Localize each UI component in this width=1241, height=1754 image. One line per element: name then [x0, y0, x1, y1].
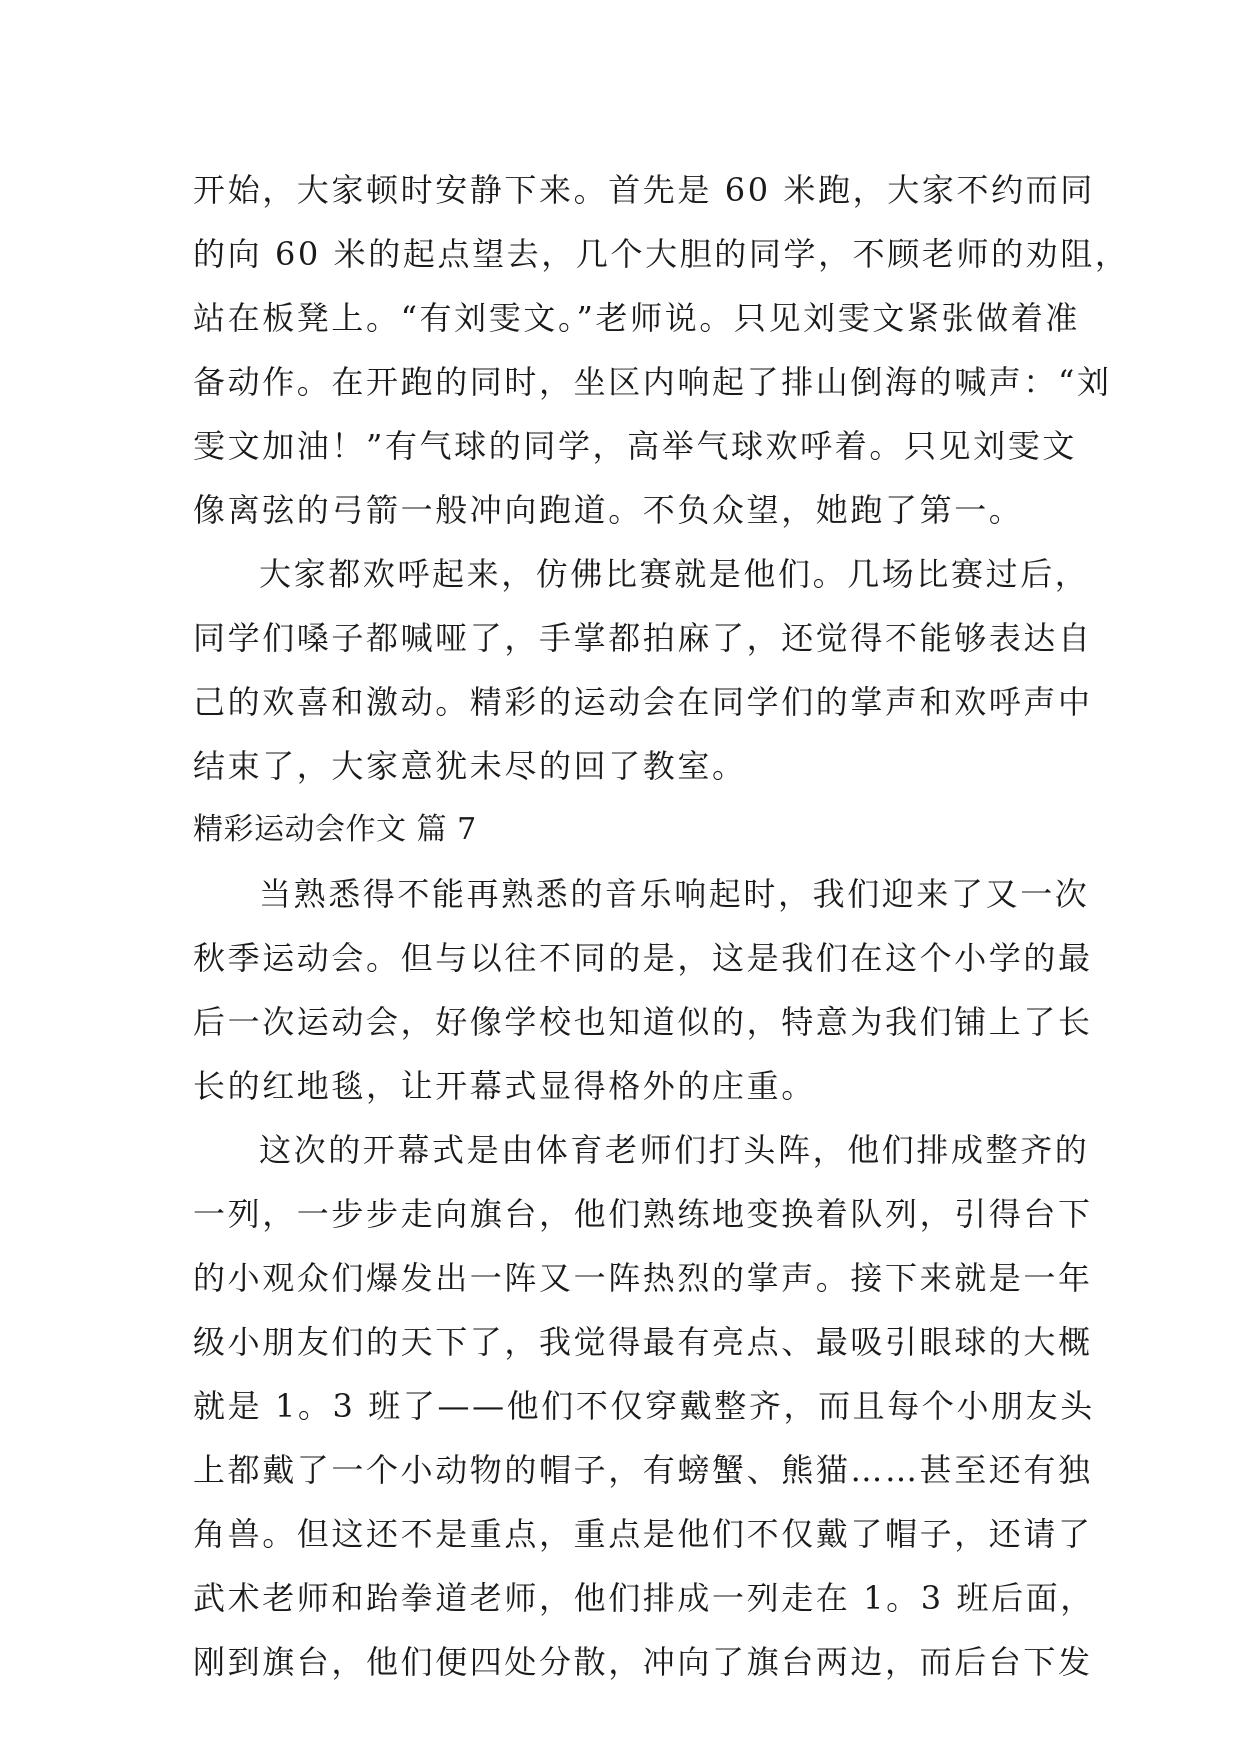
- text-line: 级小朋友们的天下了，我觉得最有亮点、最吸引眼球的大概: [193, 1323, 1093, 1361]
- section-heading: 精彩运动会作文 篇 7: [193, 812, 477, 847]
- document-body: [193, 158, 1130, 1694]
- paragraph-start-line: 这次的开幕式是由体育老师们打头阵，他们排成整齐的: [259, 1131, 1090, 1169]
- text-line: 武术老师和跆拳道老师，他们排成一列走在 1。3 班后面，: [193, 1579, 1095, 1617]
- text-line: 像离弦的弓箭一般冲向跑道。不负众望，她跑了第一。: [193, 491, 1024, 529]
- text-line: 角兽。但这还不是重点，重点是他们不仅戴了帽子，还请了: [193, 1515, 1093, 1553]
- text-line: 备动作。在开跑的同时，坐区内响起了排山倒海的喊声：“刘: [193, 363, 1112, 401]
- text-line: 开始，大家顿时安静下来。首先是 60 米跑，大家不约而同: [193, 171, 1095, 209]
- text-line: 的向 60 米的起点望去，几个大胆的同学，不顾老师的劝阻，: [193, 235, 1130, 273]
- text-line: 的小观众们爆发出一阵又一阵热烈的掌声。接下来就是一年: [193, 1259, 1093, 1297]
- text-line: 秋季运动会。但与以往不同的是，这是我们在这个小学的最: [193, 939, 1093, 977]
- text-line: 刚到旗台，他们便四处分散，冲向了旗台两边，而后台下发: [193, 1643, 1093, 1681]
- text-line: 同学们嗓子都喊哑了，手掌都拍麻了，还觉得不能够表达自: [193, 619, 1093, 657]
- text-line: 长的红地毯，让开幕式显得格外的庄重。: [193, 1067, 816, 1105]
- text-line: 就是 1。3 班了——他们不仅穿戴整齐，而且每个小朋友头: [193, 1387, 1095, 1425]
- paragraph-start-line: 大家都欢呼起来，仿佛比赛就是他们。几场比赛过后，: [259, 555, 1090, 593]
- text-line: 结束了，大家意犹未尽的回了教室。: [193, 747, 747, 785]
- text-line: 上都戴了一个小动物的帽子，有螃蟹、熊猫……甚至还有独: [193, 1451, 1093, 1489]
- text-line: 站在板凳上。“有刘雯文。”老师说。只见刘雯文紧张做着准: [193, 299, 1080, 337]
- text-line: 雯文加油！”有气球的同学，高举气球欢呼着。只见刘雯文: [193, 427, 1077, 465]
- text-line: 后一次运动会，好像学校也知道似的，特意为我们铺上了长: [193, 1003, 1093, 1041]
- paragraph-start-line: 当熟悉得不能再熟悉的音乐响起时，我们迎来了又一次: [259, 875, 1090, 913]
- text-line: 一列，一步步走向旗台，他们熟练地变换着队列，引得台下: [193, 1195, 1093, 1233]
- text-line: 己的欢喜和激动。精彩的运动会在同学们的掌声和欢呼声中: [193, 683, 1093, 721]
